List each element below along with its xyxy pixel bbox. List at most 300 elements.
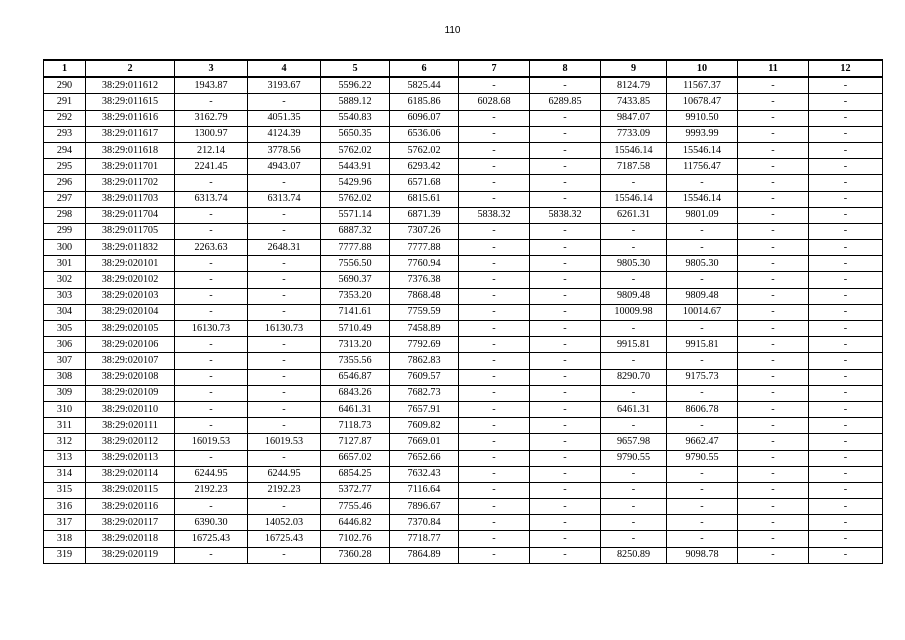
table-row: [44, 531, 883, 547]
table-cell: 300: [44, 240, 86, 256]
table-cell: -: [809, 369, 883, 385]
table-cell: 296: [44, 175, 86, 191]
table-cell: -: [738, 304, 809, 320]
table-cell: 5710.49: [321, 321, 390, 337]
table-cell: -: [459, 499, 530, 515]
table-cell: -: [809, 207, 883, 223]
column-header: 2: [86, 60, 175, 77]
table-cell: -: [248, 401, 321, 417]
table-cell: -: [601, 482, 667, 498]
table-cell: 4943.07: [248, 159, 321, 175]
table-cell: -: [738, 466, 809, 482]
table-cell: -: [175, 450, 248, 466]
table-cell: 9805.30: [601, 256, 667, 272]
table-cell: 6871.39: [390, 207, 459, 223]
table-cell: -: [738, 401, 809, 417]
table-cell: -: [738, 256, 809, 272]
table-cell: -: [530, 288, 601, 304]
table-row: [44, 450, 883, 466]
table-cell: 38:29:020101: [86, 256, 175, 272]
table-cell: 309: [44, 385, 86, 401]
table-cell: -: [809, 353, 883, 369]
table-cell: 7777.88: [390, 240, 459, 256]
column-header: 8: [530, 60, 601, 77]
table-cell: -: [175, 547, 248, 563]
table-cell: -: [738, 77, 809, 94]
table-cell: 308: [44, 369, 86, 385]
table-cell: 3778.56: [248, 142, 321, 158]
table-cell: -: [809, 499, 883, 515]
table-cell: -: [248, 175, 321, 191]
table-cell: -: [248, 207, 321, 223]
table-row: [44, 207, 883, 223]
table-cell: 5429.96: [321, 175, 390, 191]
column-header: 6: [390, 60, 459, 77]
table-cell: 212.14: [175, 142, 248, 158]
table-cell: 7755.46: [321, 499, 390, 515]
table-cell: 9993.99: [667, 126, 738, 142]
table-cell: -: [809, 385, 883, 401]
table-cell: -: [459, 256, 530, 272]
table-cell: 7355.56: [321, 353, 390, 369]
column-header: 3: [175, 60, 248, 77]
table-cell: -: [667, 321, 738, 337]
table-cell: 9910.50: [667, 110, 738, 126]
table-cell: -: [530, 547, 601, 563]
table-cell: 4124.39: [248, 126, 321, 142]
table-cell: 5762.02: [390, 142, 459, 158]
table-cell: -: [459, 337, 530, 353]
table-cell: -: [248, 288, 321, 304]
table-cell: 3193.67: [248, 77, 321, 94]
table-cell: 305: [44, 321, 86, 337]
table-cell: 38:29:011705: [86, 223, 175, 239]
table-cell: 7632.43: [390, 466, 459, 482]
table-cell: -: [530, 77, 601, 94]
table-cell: 6313.74: [248, 191, 321, 207]
table-cell: -: [667, 515, 738, 531]
table-cell: -: [738, 175, 809, 191]
table-cell: 6657.02: [321, 450, 390, 466]
table-cell: -: [738, 369, 809, 385]
table-cell: 9915.81: [667, 337, 738, 353]
table-cell: 10014.67: [667, 304, 738, 320]
table-cell: -: [248, 304, 321, 320]
table-cell: 7370.84: [390, 515, 459, 531]
table-cell: 38:29:020119: [86, 547, 175, 563]
table-row: [44, 223, 883, 239]
table-cell: -: [530, 240, 601, 256]
table-cell: 291: [44, 94, 86, 110]
table-cell: -: [809, 256, 883, 272]
table-cell: -: [459, 175, 530, 191]
table-cell: 7127.87: [321, 434, 390, 450]
table-row: [44, 142, 883, 158]
table-row: [44, 77, 883, 94]
table-cell: -: [530, 450, 601, 466]
table-cell: -: [459, 288, 530, 304]
table-cell: 38:29:020102: [86, 272, 175, 288]
table-cell: -: [175, 272, 248, 288]
table-cell: 5571.14: [321, 207, 390, 223]
table-cell: -: [459, 304, 530, 320]
table-cell: -: [459, 321, 530, 337]
table-cell: 38:29:011703: [86, 191, 175, 207]
table-cell: -: [738, 272, 809, 288]
table-cell: -: [809, 77, 883, 94]
page-number: 110: [444, 25, 461, 36]
table-cell: -: [601, 515, 667, 531]
table-cell: 6244.95: [175, 466, 248, 482]
table-cell: -: [667, 499, 738, 515]
table-cell: -: [530, 482, 601, 498]
table-cell: 311: [44, 418, 86, 434]
table-cell: -: [601, 418, 667, 434]
table-cell: -: [809, 482, 883, 498]
table-cell: -: [459, 434, 530, 450]
table-cell: 6536.06: [390, 126, 459, 142]
table-row: [44, 126, 883, 142]
table-cell: 299: [44, 223, 86, 239]
table-cell: -: [809, 110, 883, 126]
table-cell: -: [459, 401, 530, 417]
table-cell: -: [530, 369, 601, 385]
table-cell: 5540.83: [321, 110, 390, 126]
table-cell: 316: [44, 499, 86, 515]
table-row: [44, 466, 883, 482]
table-cell: -: [601, 272, 667, 288]
table-cell: -: [667, 482, 738, 498]
table-cell: 38:29:020110: [86, 401, 175, 417]
table-cell: -: [809, 401, 883, 417]
table-cell: 8606.78: [667, 401, 738, 417]
table-cell: 15546.14: [667, 191, 738, 207]
table-cell: 6289.85: [530, 94, 601, 110]
table-cell: -: [530, 321, 601, 337]
table-cell: -: [459, 515, 530, 531]
table-row: [44, 321, 883, 337]
table-cell: 7556.50: [321, 256, 390, 272]
table-cell: 38:29:020115: [86, 482, 175, 498]
table-cell: -: [459, 385, 530, 401]
table-cell: 5889.12: [321, 94, 390, 110]
table-cell: 2192.23: [248, 482, 321, 498]
table-cell: 314: [44, 466, 86, 482]
table-cell: 5650.35: [321, 126, 390, 142]
column-header: 9: [601, 60, 667, 77]
table-cell: 9801.09: [667, 207, 738, 223]
table-cell: -: [459, 110, 530, 126]
table-cell: -: [530, 515, 601, 531]
table-row: [44, 191, 883, 207]
table-cell: -: [667, 531, 738, 547]
table-cell: -: [459, 223, 530, 239]
column-header: 11: [738, 60, 809, 77]
table-row: [44, 547, 883, 563]
table-cell: 7116.64: [390, 482, 459, 498]
table-cell: 16019.53: [248, 434, 321, 450]
table-cell: 7759.59: [390, 304, 459, 320]
table-cell: 38:29:020104: [86, 304, 175, 320]
table-cell: 317: [44, 515, 86, 531]
table-cell: 38:29:020106: [86, 337, 175, 353]
table-cell: 2263.63: [175, 240, 248, 256]
table-cell: 38:29:020116: [86, 499, 175, 515]
table-cell: 7360.28: [321, 547, 390, 563]
table-cell: -: [738, 515, 809, 531]
table-cell: -: [809, 466, 883, 482]
table-cell: 7733.09: [601, 126, 667, 142]
table-cell: -: [530, 434, 601, 450]
table-cell: 302: [44, 272, 86, 288]
table-cell: 295: [44, 159, 86, 175]
table-cell: -: [809, 126, 883, 142]
table-cell: 5762.02: [321, 142, 390, 158]
table-row: [44, 94, 883, 110]
table-header-row: [44, 60, 883, 77]
table-cell: -: [667, 466, 738, 482]
table-cell: 8124.79: [601, 77, 667, 94]
table-cell: -: [248, 499, 321, 515]
table-cell: 16019.53: [175, 434, 248, 450]
table-cell: -: [738, 288, 809, 304]
table-cell: -: [175, 256, 248, 272]
table-cell: 292: [44, 110, 86, 126]
table-cell: 6815.61: [390, 191, 459, 207]
table-cell: -: [601, 531, 667, 547]
table-cell: 7868.48: [390, 288, 459, 304]
table-cell: 16725.43: [175, 531, 248, 547]
table-cell: 319: [44, 547, 86, 563]
table-cell: -: [248, 223, 321, 239]
table-cell: -: [459, 369, 530, 385]
table-cell: -: [530, 142, 601, 158]
table-cell: 5825.44: [390, 77, 459, 94]
table-cell: -: [459, 531, 530, 547]
table-cell: 1943.87: [175, 77, 248, 94]
table-cell: 10678.47: [667, 94, 738, 110]
table-cell: -: [175, 288, 248, 304]
table-cell: 8290.70: [601, 369, 667, 385]
table-cell: 11756.47: [667, 159, 738, 175]
table-cell: 9657.98: [601, 434, 667, 450]
table-cell: 312: [44, 434, 86, 450]
table-cell: 6185.86: [390, 94, 459, 110]
table-cell: -: [601, 466, 667, 482]
table-cell: -: [530, 191, 601, 207]
table-cell: -: [738, 450, 809, 466]
table-cell: -: [530, 385, 601, 401]
table-row: [44, 434, 883, 450]
table-row: [44, 482, 883, 498]
table-row: [44, 515, 883, 531]
table-row: [44, 385, 883, 401]
table-row: [44, 304, 883, 320]
table-cell: 304: [44, 304, 86, 320]
table-row: [44, 175, 883, 191]
table-cell: 303: [44, 288, 86, 304]
table-cell: -: [175, 207, 248, 223]
table-cell: 313: [44, 450, 86, 466]
table-cell: 9809.48: [667, 288, 738, 304]
table-cell: 7307.26: [390, 223, 459, 239]
table-cell: -: [530, 353, 601, 369]
table-cell: -: [601, 385, 667, 401]
table-cell: -: [809, 191, 883, 207]
table-cell: 38:29:011704: [86, 207, 175, 223]
table-cell: -: [667, 240, 738, 256]
table-cell: 7102.76: [321, 531, 390, 547]
table-cell: -: [175, 499, 248, 515]
table-cell: -: [459, 142, 530, 158]
table-cell: 38:29:020111: [86, 418, 175, 434]
table-cell: -: [809, 159, 883, 175]
table-cell: -: [809, 223, 883, 239]
table-cell: 307: [44, 353, 86, 369]
table-cell: 306: [44, 337, 86, 353]
table-cell: 7458.89: [390, 321, 459, 337]
table-row: [44, 353, 883, 369]
table-cell: 6244.95: [248, 466, 321, 482]
table-cell: -: [667, 223, 738, 239]
table-cell: 5762.02: [321, 191, 390, 207]
table-cell: 5838.32: [459, 207, 530, 223]
table-cell: 9790.55: [601, 450, 667, 466]
table-row: [44, 256, 883, 272]
table-cell: 7862.83: [390, 353, 459, 369]
table-cell: 38:29:011612: [86, 77, 175, 94]
table-cell: -: [809, 240, 883, 256]
table-cell: 6571.68: [390, 175, 459, 191]
table-cell: 7118.73: [321, 418, 390, 434]
table-cell: -: [738, 142, 809, 158]
table-cell: -: [738, 385, 809, 401]
table-cell: -: [738, 207, 809, 223]
table-cell: -: [530, 531, 601, 547]
table-cell: 6028.68: [459, 94, 530, 110]
table-cell: -: [459, 126, 530, 142]
table-cell: -: [459, 191, 530, 207]
table-cell: 9098.78: [667, 547, 738, 563]
table-cell: -: [667, 175, 738, 191]
table-cell: 318: [44, 531, 86, 547]
table-cell: 38:29:020103: [86, 288, 175, 304]
table-cell: 9790.55: [667, 450, 738, 466]
table-row: [44, 288, 883, 304]
table-cell: -: [738, 337, 809, 353]
table-cell: 7657.91: [390, 401, 459, 417]
table-cell: -: [601, 321, 667, 337]
table-cell: -: [738, 482, 809, 498]
table-cell: -: [248, 256, 321, 272]
table-cell: -: [248, 272, 321, 288]
table-cell: -: [248, 369, 321, 385]
table-cell: 9805.30: [667, 256, 738, 272]
table-row: [44, 369, 883, 385]
table-cell: -: [738, 191, 809, 207]
table-cell: -: [809, 434, 883, 450]
table-cell: -: [530, 223, 601, 239]
table-cell: 7376.38: [390, 272, 459, 288]
table-cell: 38:29:011615: [86, 94, 175, 110]
table-cell: 7141.61: [321, 304, 390, 320]
table-cell: 9915.81: [601, 337, 667, 353]
table-cell: 7760.94: [390, 256, 459, 272]
table-cell: 7718.77: [390, 531, 459, 547]
table-cell: 7896.67: [390, 499, 459, 515]
table-cell: 38:29:020105: [86, 321, 175, 337]
table-cell: -: [175, 385, 248, 401]
table-cell: -: [175, 369, 248, 385]
table-cell: 1300.97: [175, 126, 248, 142]
column-header: 4: [248, 60, 321, 77]
table-cell: 5443.91: [321, 159, 390, 175]
table-cell: 15546.14: [601, 191, 667, 207]
column-header: 1: [44, 60, 86, 77]
table-cell: 38:29:011618: [86, 142, 175, 158]
table-cell: 38:29:020114: [86, 466, 175, 482]
table-cell: 38:29:011616: [86, 110, 175, 126]
table-row: [44, 418, 883, 434]
table-cell: 7669.01: [390, 434, 459, 450]
table-cell: -: [248, 353, 321, 369]
table-cell: 38:29:011702: [86, 175, 175, 191]
table-cell: -: [809, 450, 883, 466]
table-cell: -: [530, 159, 601, 175]
table-cell: -: [248, 94, 321, 110]
table-row: [44, 499, 883, 515]
table-cell: 2648.31: [248, 240, 321, 256]
table-cell: -: [738, 240, 809, 256]
table-cell: 310: [44, 401, 86, 417]
table-cell: 5372.77: [321, 482, 390, 498]
table-cell: 6546.87: [321, 369, 390, 385]
table-cell: -: [248, 337, 321, 353]
table-cell: -: [459, 418, 530, 434]
table-cell: 5838.32: [530, 207, 601, 223]
table-cell: 9662.47: [667, 434, 738, 450]
column-header: 7: [459, 60, 530, 77]
table-cell: 9847.07: [601, 110, 667, 126]
table-cell: 6887.32: [321, 223, 390, 239]
table-cell: -: [175, 337, 248, 353]
column-header: 5: [321, 60, 390, 77]
table-cell: 6461.31: [321, 401, 390, 417]
table-cell: 11567.37: [667, 77, 738, 94]
table-cell: -: [667, 353, 738, 369]
table-cell: 7187.58: [601, 159, 667, 175]
table-cell: 6096.07: [390, 110, 459, 126]
table-cell: -: [248, 547, 321, 563]
table-cell: -: [459, 353, 530, 369]
table-cell: 38:29:020107: [86, 353, 175, 369]
table-cell: -: [175, 223, 248, 239]
table-cell: -: [809, 321, 883, 337]
table-cell: 4051.35: [248, 110, 321, 126]
table-cell: 16130.73: [248, 321, 321, 337]
table-cell: -: [738, 110, 809, 126]
table-cell: -: [738, 531, 809, 547]
table-cell: -: [738, 418, 809, 434]
table-cell: 38:29:020108: [86, 369, 175, 385]
table-cell: -: [667, 272, 738, 288]
table-cell: -: [530, 304, 601, 320]
table-cell: 7313.20: [321, 337, 390, 353]
table-cell: 2192.23: [175, 482, 248, 498]
column-header: 10: [667, 60, 738, 77]
table-cell: -: [459, 466, 530, 482]
table-cell: 2241.45: [175, 159, 248, 175]
